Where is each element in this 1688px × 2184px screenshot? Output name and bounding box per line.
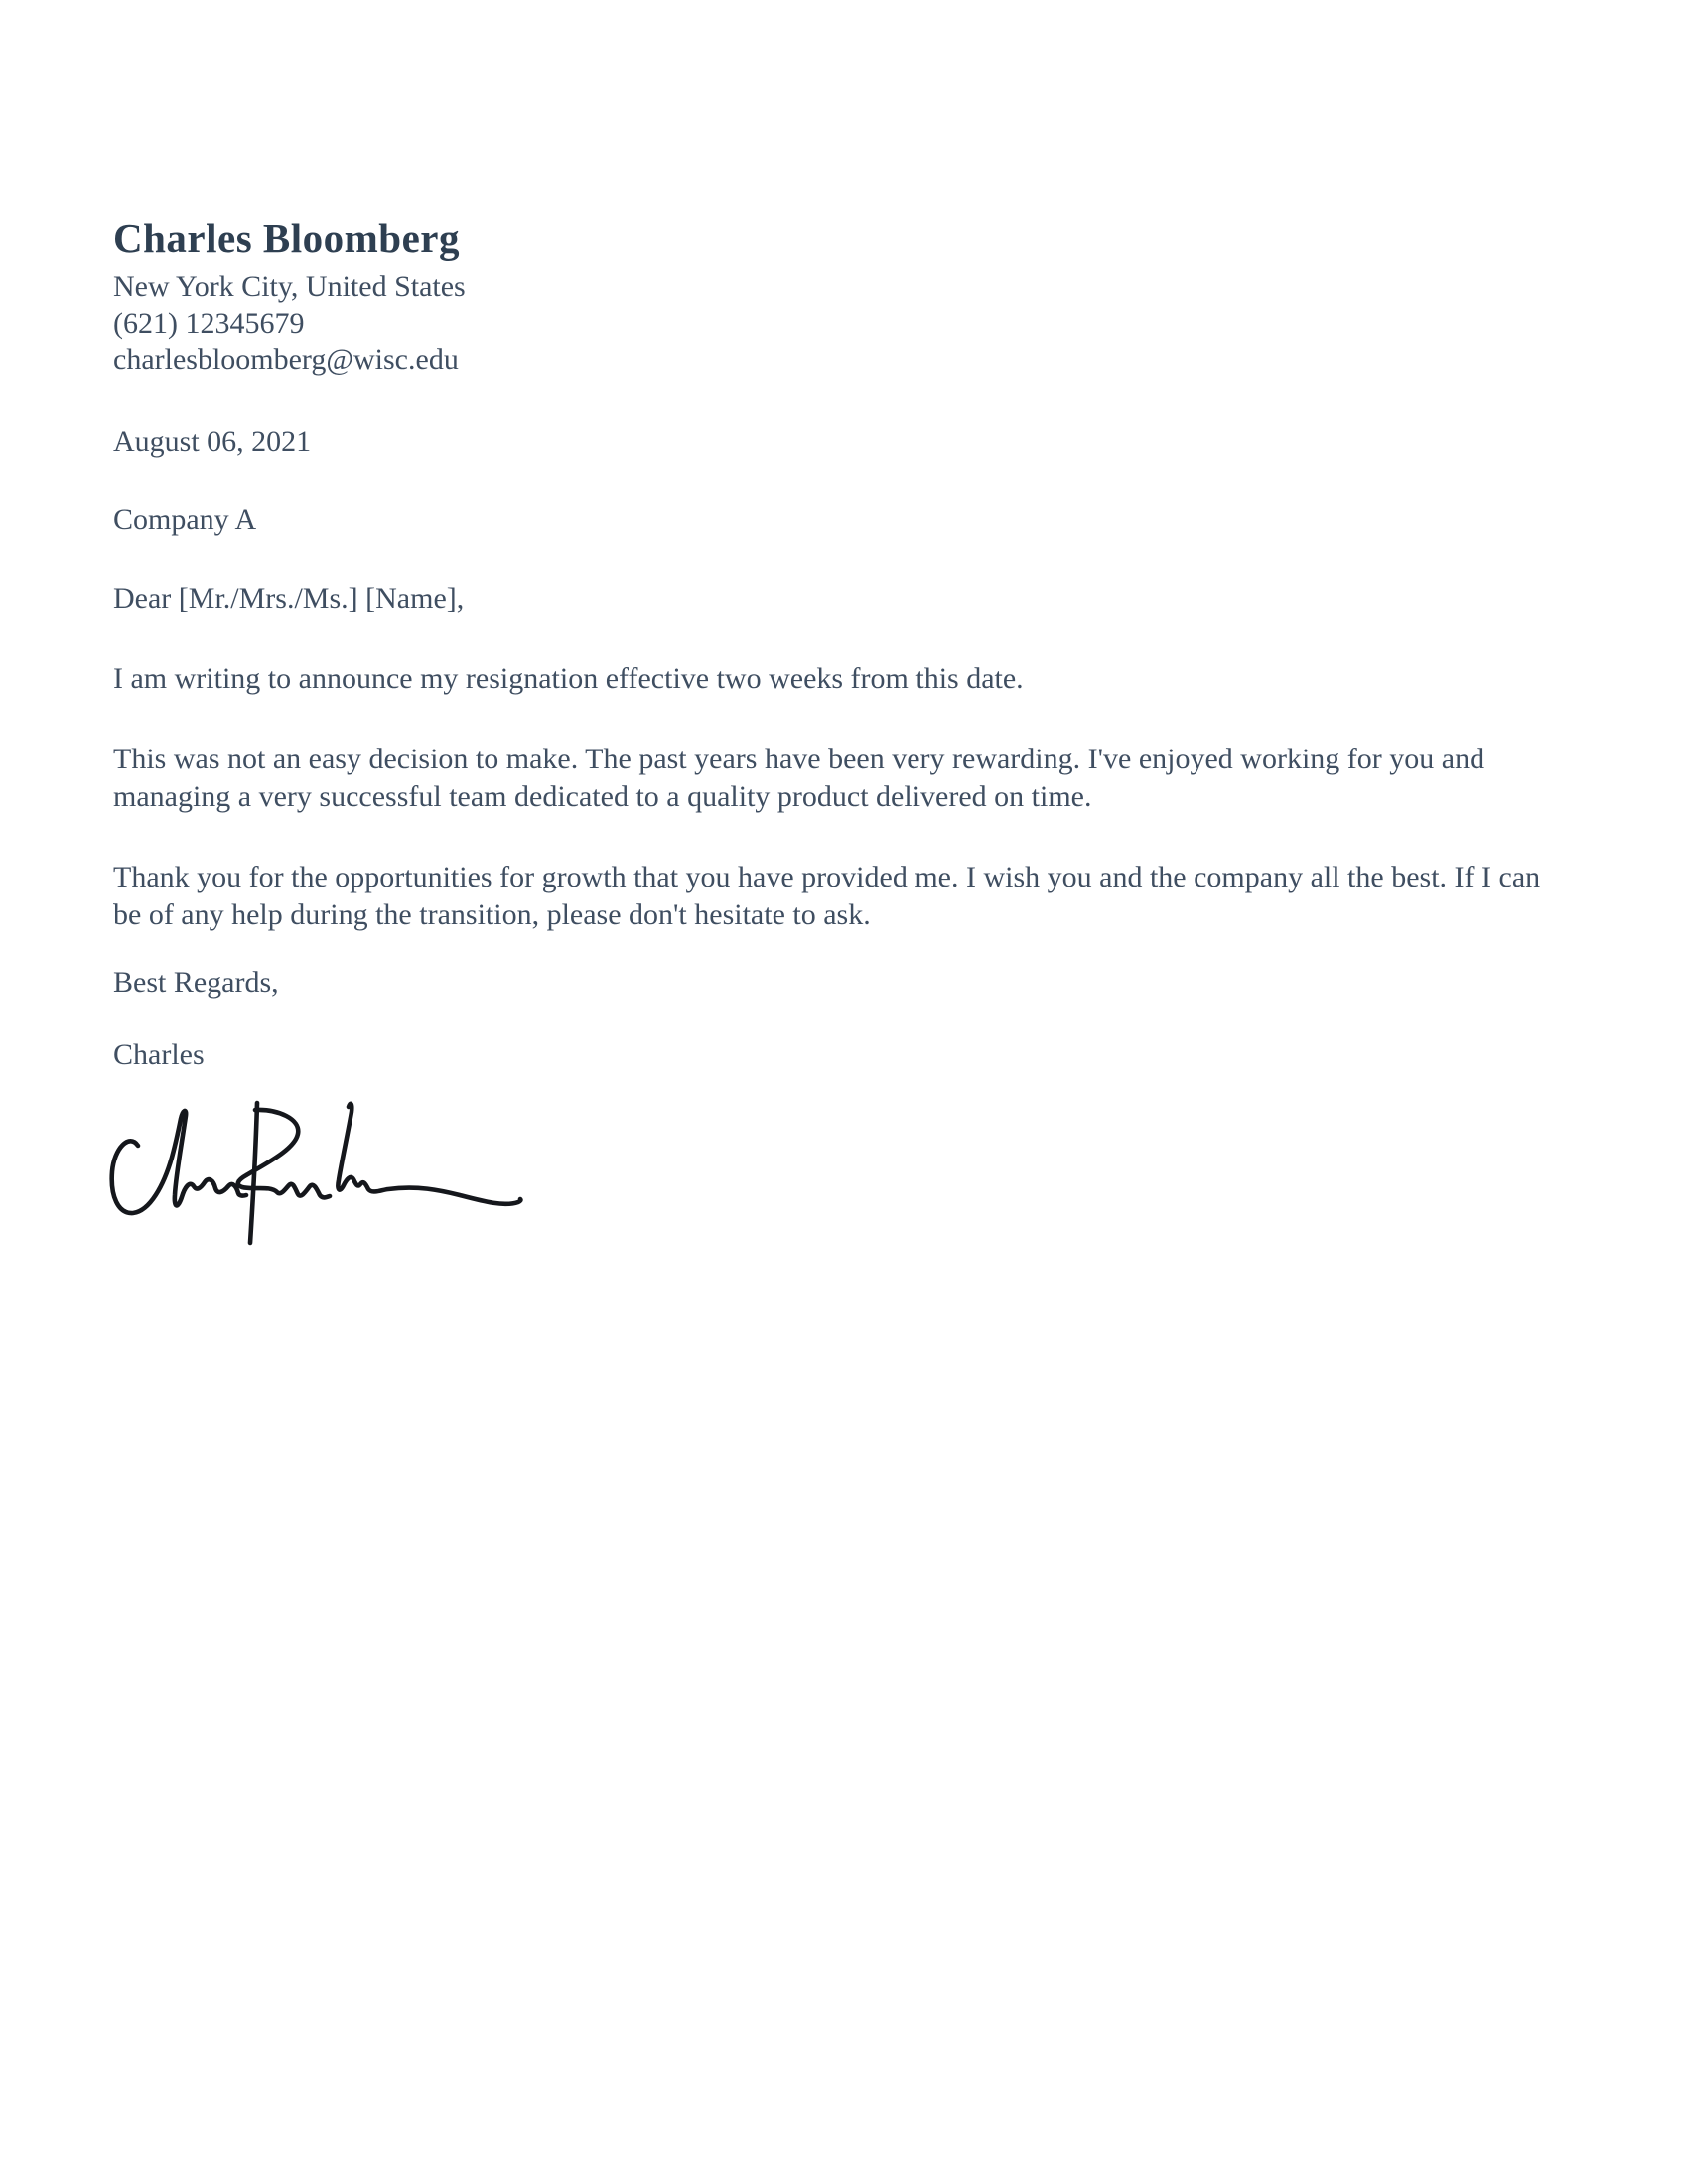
sender-location: New York City, United States bbox=[113, 270, 466, 303]
letter-date: August 06, 2021 bbox=[113, 425, 312, 458]
sender-name: Charles Bloomberg bbox=[113, 215, 460, 261]
recipient-name: Company A bbox=[113, 503, 257, 536]
body-paragraph-2: This was not an easy decision to make. The past years have been very rewarding. I've enjoyed working for you and managing a very successful team dedicated to a quality product delivered on time. bbox=[113, 743, 1485, 813]
signer-name: Charles bbox=[113, 1038, 205, 1071]
body-paragraph-3: Thank you for the opportunities for growth that you have provided me. I wish you and the company all the best. If I can be of any help during the transition, please don't hesitate to ask. bbox=[113, 861, 1541, 931]
closing-phrase: Best Regards, bbox=[113, 966, 279, 999]
body-paragraph-1: I am writing to announce my resignation effective two weeks from this date. bbox=[113, 662, 1024, 695]
handwritten-signature-image bbox=[107, 1097, 534, 1251]
sender-contact-block bbox=[113, 268, 1543, 378]
sender-email: charlesbloomberg@wisc.edu bbox=[113, 343, 459, 376]
salutation: Dear [Mr./Mrs./Ms.] [Name], bbox=[113, 582, 465, 614]
sender-phone: (621) 12345679 bbox=[113, 307, 305, 340]
